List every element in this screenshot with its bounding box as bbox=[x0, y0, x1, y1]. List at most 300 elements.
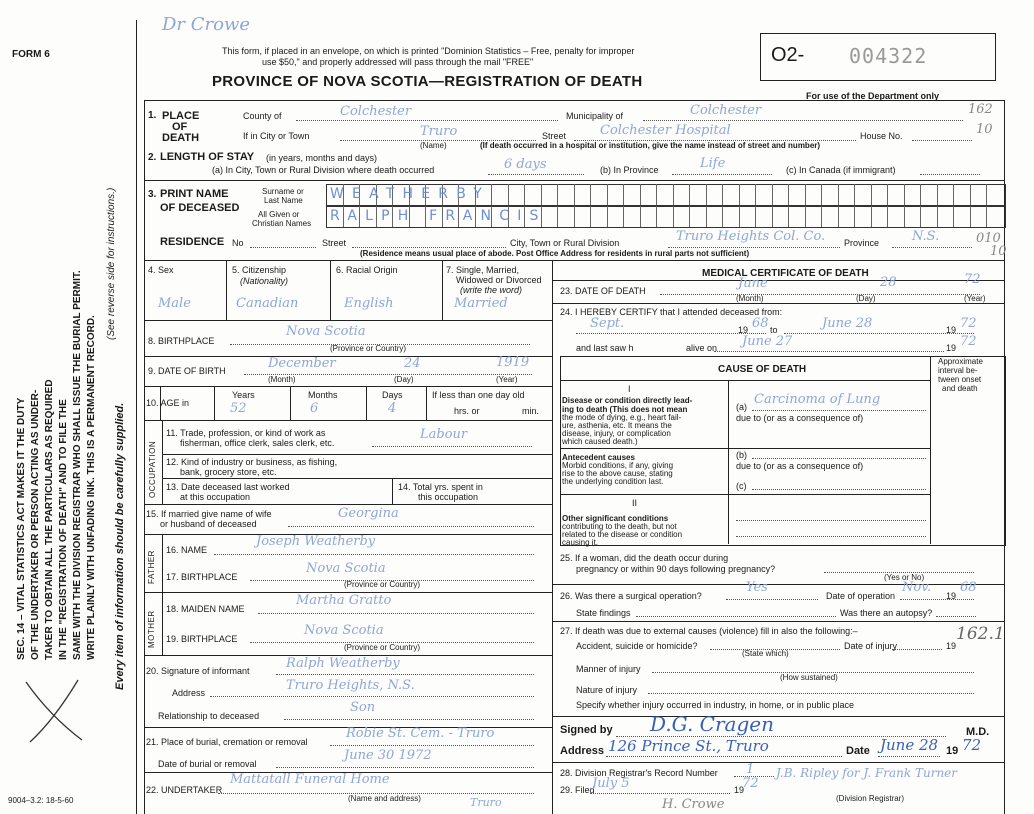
place-label-2: OF bbox=[172, 121, 188, 133]
letter-box-divider bbox=[904, 184, 905, 205]
hospital-note: (If death occurred in a hospital or institution, give the name instead of street and number) bbox=[480, 141, 821, 150]
occupation-side-label: OCCUPATION bbox=[148, 440, 157, 498]
op-year: 68 bbox=[960, 580, 977, 595]
stay-sub: (in years, months and days) bbox=[266, 153, 378, 163]
letter-box-divider bbox=[689, 184, 690, 205]
q19-value: Nova Scotia bbox=[304, 623, 384, 638]
q23-year: 72 bbox=[964, 272, 981, 287]
residence-city-label: City, Town or Rural Division bbox=[510, 238, 620, 248]
q24-from-value: Sept. bbox=[590, 316, 625, 331]
margin-line-1: SEC. 14 – VITAL STATISTICS ACT MAKES IT THE DUTY bbox=[16, 397, 27, 660]
stay-a-line bbox=[488, 174, 584, 175]
stay-label: LENGTH OF STAY bbox=[160, 151, 255, 163]
grid-top-rule bbox=[144, 260, 1004, 261]
q23-month: June bbox=[738, 276, 768, 291]
letter-box-divider bbox=[755, 184, 756, 205]
form-label: FORM 6 bbox=[12, 49, 50, 60]
age-div-4 bbox=[426, 386, 427, 420]
stay-b-label: (b) In Province bbox=[600, 165, 659, 175]
q22-value: Mattatall Funeral Home bbox=[230, 772, 390, 787]
q21-label: 21. Place of burial, cremation or removal bbox=[146, 737, 308, 747]
q22-sub: Truro bbox=[470, 796, 502, 809]
q14-label-2: this occupation bbox=[418, 492, 479, 502]
cause-rule-c bbox=[560, 494, 930, 495]
due-label-a: due to (or as a consequence of) bbox=[736, 413, 864, 423]
stay-b-line bbox=[672, 174, 772, 175]
q20-label: 20. Signature of informant bbox=[146, 666, 250, 676]
form-left-border bbox=[144, 100, 145, 814]
letter-box-divider bbox=[739, 184, 740, 205]
q27-top-rule bbox=[552, 621, 1004, 622]
relationship-line bbox=[284, 719, 534, 720]
q12-label: 12. Kind of industry or business, as fishing, bbox=[166, 457, 338, 467]
q11-label-2: fisherman, office clerk, sales clerk, etc. bbox=[180, 438, 335, 448]
letter-box-divider bbox=[590, 184, 591, 205]
letter-box-divider bbox=[640, 206, 641, 227]
house-line bbox=[912, 140, 972, 141]
q19-label: 19. BIRTHPLACE bbox=[166, 634, 238, 644]
years-value: 52 bbox=[230, 401, 247, 416]
informant-address-value: Truro Heights, N.S. bbox=[286, 678, 415, 693]
accident-label: Accident, suicide or homicide? bbox=[576, 641, 698, 651]
residence-no-line bbox=[250, 247, 316, 248]
q23-label: 23. DATE OF DEATH bbox=[560, 286, 646, 296]
letter-box-divider bbox=[508, 184, 509, 205]
doctor-address-label: Address bbox=[560, 745, 605, 757]
municipality-label: Municipality of bbox=[566, 111, 624, 121]
q29-year: 72 bbox=[742, 776, 759, 791]
q25-yesno: (Yes or No) bbox=[884, 573, 925, 582]
q15-line bbox=[288, 526, 534, 527]
code-162: 162 bbox=[968, 102, 993, 117]
surname-label-2: Last Name bbox=[264, 196, 303, 205]
q25-label: 25. If a woman, did the death occur during bbox=[560, 553, 729, 563]
marital-sub: (write the word) bbox=[460, 285, 523, 295]
informant-address-line bbox=[210, 696, 534, 697]
q3-num: 3. bbox=[148, 189, 157, 200]
antecedent-label: Antecedent causes bbox=[562, 453, 635, 462]
doctor-year: 72 bbox=[962, 736, 982, 754]
q26-line bbox=[726, 599, 818, 600]
cause-c-line bbox=[752, 489, 926, 490]
informant-address-label: Address bbox=[172, 688, 206, 698]
q18-line bbox=[258, 613, 534, 614]
q23-month-caption: (Month) bbox=[736, 294, 764, 303]
q2-num: 2. bbox=[148, 152, 157, 163]
letter-box-divider bbox=[541, 184, 542, 205]
nature-line bbox=[648, 693, 974, 694]
burial-date-label: Date of burial or removal bbox=[158, 759, 257, 769]
street-value: Colchester Hospital bbox=[600, 123, 731, 138]
q11-value: Labour bbox=[420, 427, 468, 442]
days-value: 4 bbox=[388, 401, 397, 416]
letter-box-divider bbox=[937, 184, 938, 205]
lastsaw-label: and last saw h bbox=[576, 343, 634, 353]
reg-number: 004322 bbox=[849, 44, 928, 68]
cause-a-label: (a) bbox=[736, 402, 747, 412]
residence-no-label: No bbox=[232, 238, 244, 248]
letter-box-divider bbox=[557, 206, 558, 227]
q12-label-2: bank, grocery store, etc. bbox=[180, 467, 277, 477]
lastsaw-value: June 27 bbox=[742, 334, 793, 349]
letter-box-divider bbox=[953, 206, 954, 227]
letter-box-divider bbox=[805, 184, 806, 205]
q20-value: Ralph Weatherby bbox=[286, 656, 400, 671]
residence-code-010: 010 bbox=[976, 231, 1001, 246]
margin-line-4: IN THE "REGISTRATION OF DEATH" AND TO FILE THE bbox=[58, 399, 69, 660]
letter-box-divider bbox=[491, 184, 492, 205]
how-caption: (How sustained) bbox=[780, 673, 838, 682]
letter-box-divider bbox=[953, 184, 954, 205]
autopsy-line bbox=[936, 616, 976, 617]
city-label: If in City or Town bbox=[243, 131, 310, 141]
q26-top-rule bbox=[552, 584, 1004, 585]
antecedent-label-4: the underlying condition last. bbox=[562, 477, 664, 486]
mother-side-label: MOTHER bbox=[147, 610, 156, 648]
letter-box-divider bbox=[706, 206, 707, 227]
cause-c-label: (c) bbox=[736, 481, 747, 491]
letter-box-divider bbox=[986, 206, 987, 227]
age-div-3 bbox=[366, 386, 367, 420]
margin-cross-mark bbox=[20, 676, 90, 746]
letter-box-divider bbox=[656, 184, 657, 205]
q29-label: 29. Filed bbox=[560, 785, 595, 795]
other-line-2 bbox=[736, 536, 926, 537]
dob-year-caption: (Year) bbox=[496, 375, 518, 384]
parents-mid-rule bbox=[144, 592, 162, 593]
q16-label: 16. NAME bbox=[166, 545, 208, 555]
q22-label: 22. UNDERTAKER bbox=[146, 785, 223, 795]
interval-label-1: Approximate bbox=[938, 357, 983, 366]
state-findings-label: State findings bbox=[576, 608, 631, 618]
street-label: Street bbox=[542, 131, 567, 141]
occ-rule-12 bbox=[162, 454, 552, 455]
cause-a-line bbox=[752, 410, 926, 411]
residence-province-line bbox=[892, 247, 972, 248]
q24-from-year: 68 bbox=[752, 316, 769, 331]
disease-label-4: ure, asthenia, etc. It means the bbox=[562, 421, 672, 430]
residence-street-label: Street bbox=[322, 238, 347, 248]
injury-date-line bbox=[892, 649, 942, 650]
md-label: M.D. bbox=[966, 726, 990, 738]
roman-2: II bbox=[632, 498, 638, 508]
sex-label: 4. Sex bbox=[148, 265, 174, 275]
residence-code-10: 10 bbox=[990, 244, 1007, 259]
lastsaw-line bbox=[714, 351, 944, 352]
q26-value: Yes bbox=[746, 580, 768, 595]
given-label: All Given or bbox=[258, 210, 300, 219]
of-deceased-label: OF DECEASED bbox=[160, 202, 240, 214]
margin-line-5: SAME WITH THE DIVISION REGISTRAR WHO SHALL ISSUE THE BURIAL PERMIT. bbox=[72, 270, 83, 660]
corner-note: Dr Crowe bbox=[162, 14, 251, 35]
citizenship-label: 5. Citizenship bbox=[232, 265, 287, 275]
residence-city-value: Truro Heights Col. Co. bbox=[676, 229, 826, 244]
state-which-caption: (State which) bbox=[742, 649, 789, 658]
letter-box-divider bbox=[904, 206, 905, 227]
dob-label: 9. DATE OF BIRTH bbox=[148, 366, 226, 376]
letter-box-divider bbox=[607, 206, 608, 227]
q21-line bbox=[330, 745, 534, 746]
residence-note: (Residence means usual place of abode. Post Office Address for residents in rural parts not sufficient) bbox=[360, 249, 750, 258]
letter-box-divider bbox=[722, 206, 723, 227]
q17-value: Nova Scotia bbox=[306, 561, 386, 576]
doctor-address-value: 126 Prince St., Truro bbox=[608, 737, 769, 755]
other-label-3: related to the disease or condition bbox=[562, 530, 683, 539]
letter-box-divider bbox=[937, 206, 938, 227]
q28-value: 1 bbox=[746, 762, 755, 777]
doctor-address-line bbox=[606, 756, 842, 757]
letter-box-divider bbox=[887, 206, 888, 227]
q20-line bbox=[276, 674, 534, 675]
q27-label: 27. If death was due to external causes (violence) fill in also the following:– bbox=[560, 626, 858, 636]
left-margin-line bbox=[136, 20, 137, 814]
nature-label: Nature of injury bbox=[576, 685, 638, 695]
letter-box-divider bbox=[887, 184, 888, 205]
county-line bbox=[296, 120, 558, 121]
q15-label-2: or husband of deceased bbox=[160, 519, 257, 529]
residence-province-label: Province bbox=[844, 238, 880, 248]
burial-date-line bbox=[276, 767, 534, 768]
q24-label: 24. I HEREBY CERTIFY that I attended deceased from: bbox=[560, 307, 783, 317]
given-label-2: Christian Names bbox=[252, 219, 312, 228]
letter-box-divider bbox=[557, 184, 558, 205]
letter-box-divider bbox=[574, 184, 575, 205]
q29-value: July 5 bbox=[592, 776, 630, 791]
antecedent-label-3: rise to the above cause, stating bbox=[562, 469, 673, 478]
op-year-prefix: 19 bbox=[946, 591, 957, 601]
city-value: Truro bbox=[420, 124, 458, 139]
min-label: min. bbox=[522, 406, 540, 416]
residence-province-value: N.S. bbox=[912, 229, 940, 244]
letter-box-divider bbox=[986, 184, 987, 205]
q29-year-prefix: 19 bbox=[734, 785, 745, 795]
dob-month-caption: (Month) bbox=[268, 375, 296, 384]
other-line-1 bbox=[736, 520, 926, 521]
print-name-label: PRINT NAME bbox=[160, 188, 229, 200]
q14-label: 14. Total yrs. spent in bbox=[398, 482, 483, 492]
dob-month: December bbox=[268, 356, 336, 371]
q27-code: 162.1 bbox=[956, 624, 1005, 644]
letter-box-divider bbox=[788, 206, 789, 227]
q16-value: Joseph Weatherby bbox=[256, 534, 376, 549]
racial-value: English bbox=[344, 296, 394, 311]
sex-value: Male bbox=[158, 296, 191, 311]
years-label: Years bbox=[232, 390, 255, 400]
marital-label: 7. Single, Married, bbox=[446, 265, 520, 275]
q13-label: 13. Date deceased last worked bbox=[166, 482, 290, 492]
q28-label: 28. Division Registrar's Record Number bbox=[560, 768, 718, 778]
relationship-label: Relationship to deceased bbox=[158, 711, 260, 721]
cause-rule-a bbox=[560, 448, 930, 449]
burial-date-value: June 30 1972 bbox=[344, 748, 432, 763]
row-rule-10 bbox=[144, 386, 552, 387]
q18-value: Martha Gratto bbox=[296, 593, 392, 608]
q24-to-label: to bbox=[770, 325, 778, 335]
cause-a-value: Carcinoma of Lung bbox=[754, 392, 881, 407]
registrar-caption: (Division Registrar) bbox=[836, 794, 905, 803]
cause-title-rule bbox=[560, 380, 930, 381]
q1-num: 1. bbox=[148, 110, 157, 121]
q19-caption: (Province or Country) bbox=[344, 643, 421, 652]
letter-box-divider bbox=[788, 184, 789, 205]
age-div-2 bbox=[290, 386, 291, 420]
q23-year-caption: (Year) bbox=[964, 294, 986, 303]
autopsy-label: Was there an autopsy? bbox=[840, 608, 933, 618]
interval-divider bbox=[930, 356, 931, 544]
residence-city-line bbox=[668, 247, 840, 248]
postal-line-2: use $50," and properly addressed will pass through the mail "FREE" bbox=[262, 57, 534, 67]
letter-box-divider bbox=[739, 206, 740, 227]
birthplace-value: Nova Scotia bbox=[286, 324, 366, 339]
q17-label: 17. BIRTHPLACE bbox=[166, 572, 238, 582]
stay-b-value: Life bbox=[700, 156, 726, 171]
antecedent-label-2: Morbid conditions, if any, giving bbox=[562, 461, 674, 470]
cause-label-divider bbox=[728, 380, 729, 544]
letter-box-divider bbox=[838, 184, 839, 205]
row-rule-11 bbox=[144, 420, 552, 421]
letter-box-divider bbox=[689, 206, 690, 227]
margin-line-7: (See reverse side for instructions.) bbox=[106, 187, 117, 340]
dob-day-caption: (Day) bbox=[394, 375, 414, 384]
disease-label-6: which caused death.) bbox=[562, 437, 638, 446]
medical-title: MEDICAL CERTIFICATE OF DEATH bbox=[702, 268, 869, 279]
doctor-date-label: Date bbox=[846, 745, 870, 757]
q24-top-rule bbox=[552, 303, 1004, 304]
row-rule-8 bbox=[144, 320, 552, 321]
given-letters: RALPH FRANCIS bbox=[330, 208, 547, 224]
occ-div-14 bbox=[392, 478, 393, 504]
roman-1: I bbox=[628, 384, 631, 394]
letter-box-divider bbox=[838, 206, 839, 227]
marital-value: Married bbox=[454, 296, 508, 311]
due-label-b: due to (or as a consequence of) bbox=[736, 461, 864, 471]
county-value: Colchester bbox=[340, 104, 412, 119]
months-label: Months bbox=[308, 390, 338, 400]
q18-label: 18. MAIDEN NAME bbox=[166, 604, 245, 614]
letter-box-divider bbox=[590, 206, 591, 227]
injury-year-prefix: 19 bbox=[946, 641, 957, 651]
birthplace-caption: (Province or Country) bbox=[330, 344, 407, 353]
hrs-label: hrs. or bbox=[454, 406, 480, 416]
col-div-2 bbox=[330, 260, 331, 320]
municipality-line bbox=[643, 120, 963, 121]
postal-line-1: This form, if placed in an envelope, on which is printed "Dominion Statistics – Free, penalty for improper bbox=[222, 46, 635, 56]
margin-line-3: TAKER TO OBTAIN ALL THE PARTICULARS AS REQUIRED bbox=[44, 379, 55, 660]
lessday-label: If less than one day old bbox=[432, 390, 525, 400]
q22-caption: (Name and address) bbox=[348, 794, 421, 803]
manner-label: Manner of injury bbox=[576, 664, 641, 674]
surname-letters: WEATHERBY bbox=[330, 186, 491, 202]
q13-label-2: at this occupation bbox=[180, 492, 251, 502]
dob-year: 1919 bbox=[496, 355, 530, 370]
q29-line bbox=[590, 793, 730, 794]
state-findings-line bbox=[636, 616, 836, 617]
letter-box-divider bbox=[871, 184, 872, 205]
stay-a-value: 6 days bbox=[504, 157, 547, 172]
letter-box-divider bbox=[805, 206, 806, 227]
cause-b-line bbox=[752, 458, 926, 459]
q15-value: Georgina bbox=[338, 506, 399, 521]
injury-date-label: Date of injury bbox=[844, 641, 898, 651]
residence-street-line bbox=[352, 247, 506, 248]
signed-label: Signed by bbox=[560, 724, 613, 736]
interval-label-3: tween onset bbox=[938, 375, 982, 384]
col-div-3 bbox=[442, 260, 443, 320]
stay-a-label: (a) In City, Town or Rural Division where death occurred bbox=[212, 165, 435, 175]
q21-value: Robie St. Cem. - Truro bbox=[346, 726, 495, 741]
letter-box-divider bbox=[623, 184, 624, 205]
q16-line bbox=[214, 554, 534, 555]
disease-label: Disease or condition directly lead- bbox=[562, 396, 693, 405]
letter-box-divider bbox=[607, 184, 608, 205]
letter-box-divider bbox=[854, 184, 855, 205]
letter-box-divider bbox=[623, 206, 624, 227]
doctor-date-value: June 28 bbox=[880, 736, 939, 754]
interval-label-4: and death bbox=[942, 384, 978, 393]
signature: D.G. Cragen bbox=[650, 712, 774, 736]
letter-box-divider bbox=[854, 206, 855, 227]
page-title: PROVINCE OF NOVA SCOTIA—REGISTRATION OF DEATH bbox=[212, 73, 643, 90]
q23-day: 28 bbox=[880, 275, 897, 290]
q26-label: 26. Was there a surgical operation? bbox=[560, 591, 702, 601]
cause-b-label: (b) bbox=[736, 450, 747, 460]
letter-box-divider bbox=[673, 184, 674, 205]
house-label: House No. bbox=[860, 131, 903, 141]
surname-label: Surname or bbox=[262, 187, 304, 196]
letter-box-divider bbox=[970, 206, 971, 227]
q23-line bbox=[660, 294, 980, 295]
citizenship-value: Canadian bbox=[236, 296, 299, 311]
marital-label-2: Widowed or Divorced bbox=[456, 275, 542, 285]
stay-c-line bbox=[920, 174, 980, 175]
name-top-rule bbox=[144, 180, 1004, 181]
stay-c-label: (c) In Canada (if immigrant) bbox=[786, 165, 896, 175]
father-side-label: FATHER bbox=[147, 550, 156, 584]
letter-box-divider bbox=[920, 184, 921, 205]
place-label-3: DEATH bbox=[162, 132, 200, 144]
row-rule-9 bbox=[144, 356, 552, 357]
registration-number-box bbox=[760, 33, 996, 81]
col-div-1 bbox=[226, 260, 227, 320]
letter-box-divider bbox=[821, 184, 822, 205]
q25-label-2: pregnancy or within 90 days following pregnancy? bbox=[576, 564, 776, 574]
q24-to-year: 72 bbox=[960, 316, 977, 331]
doctor-date-line bbox=[878, 756, 940, 757]
lastsaw-label-2: alive on bbox=[686, 343, 718, 353]
letter-box-divider bbox=[673, 206, 674, 227]
q11-line bbox=[372, 446, 532, 447]
margin-line-8: Every item of information should be carefully supplied. bbox=[114, 402, 126, 690]
letter-box-divider bbox=[821, 206, 822, 227]
birthplace-label: 8. BIRTHPLACE bbox=[148, 336, 215, 346]
lastsaw-year-prefix: 19 bbox=[946, 343, 957, 353]
letter-box-divider bbox=[524, 184, 525, 205]
margin-line-2: OF THE UNDERTAKER OR PERSON ACTING AS UNDER- bbox=[30, 389, 41, 660]
occ-rule-13 bbox=[162, 478, 552, 479]
relationship-value: Son bbox=[350, 700, 376, 715]
q24-year-prefix-1: 19 bbox=[738, 325, 749, 335]
q23-day-caption: (Day) bbox=[856, 294, 876, 303]
dob-day: 24 bbox=[404, 356, 421, 371]
other-label-4: causing it. bbox=[562, 538, 599, 547]
letter-box-divider bbox=[920, 206, 921, 227]
q17-caption: (Province or Country) bbox=[344, 580, 421, 589]
op-date-line bbox=[900, 599, 974, 600]
q15-label: 15. If married give name of wife bbox=[146, 509, 272, 519]
age-label: 10. AGE in bbox=[146, 398, 190, 408]
letter-box-divider bbox=[871, 206, 872, 227]
q11-label: 11. Trade, profession, or kind of work as bbox=[166, 428, 326, 438]
